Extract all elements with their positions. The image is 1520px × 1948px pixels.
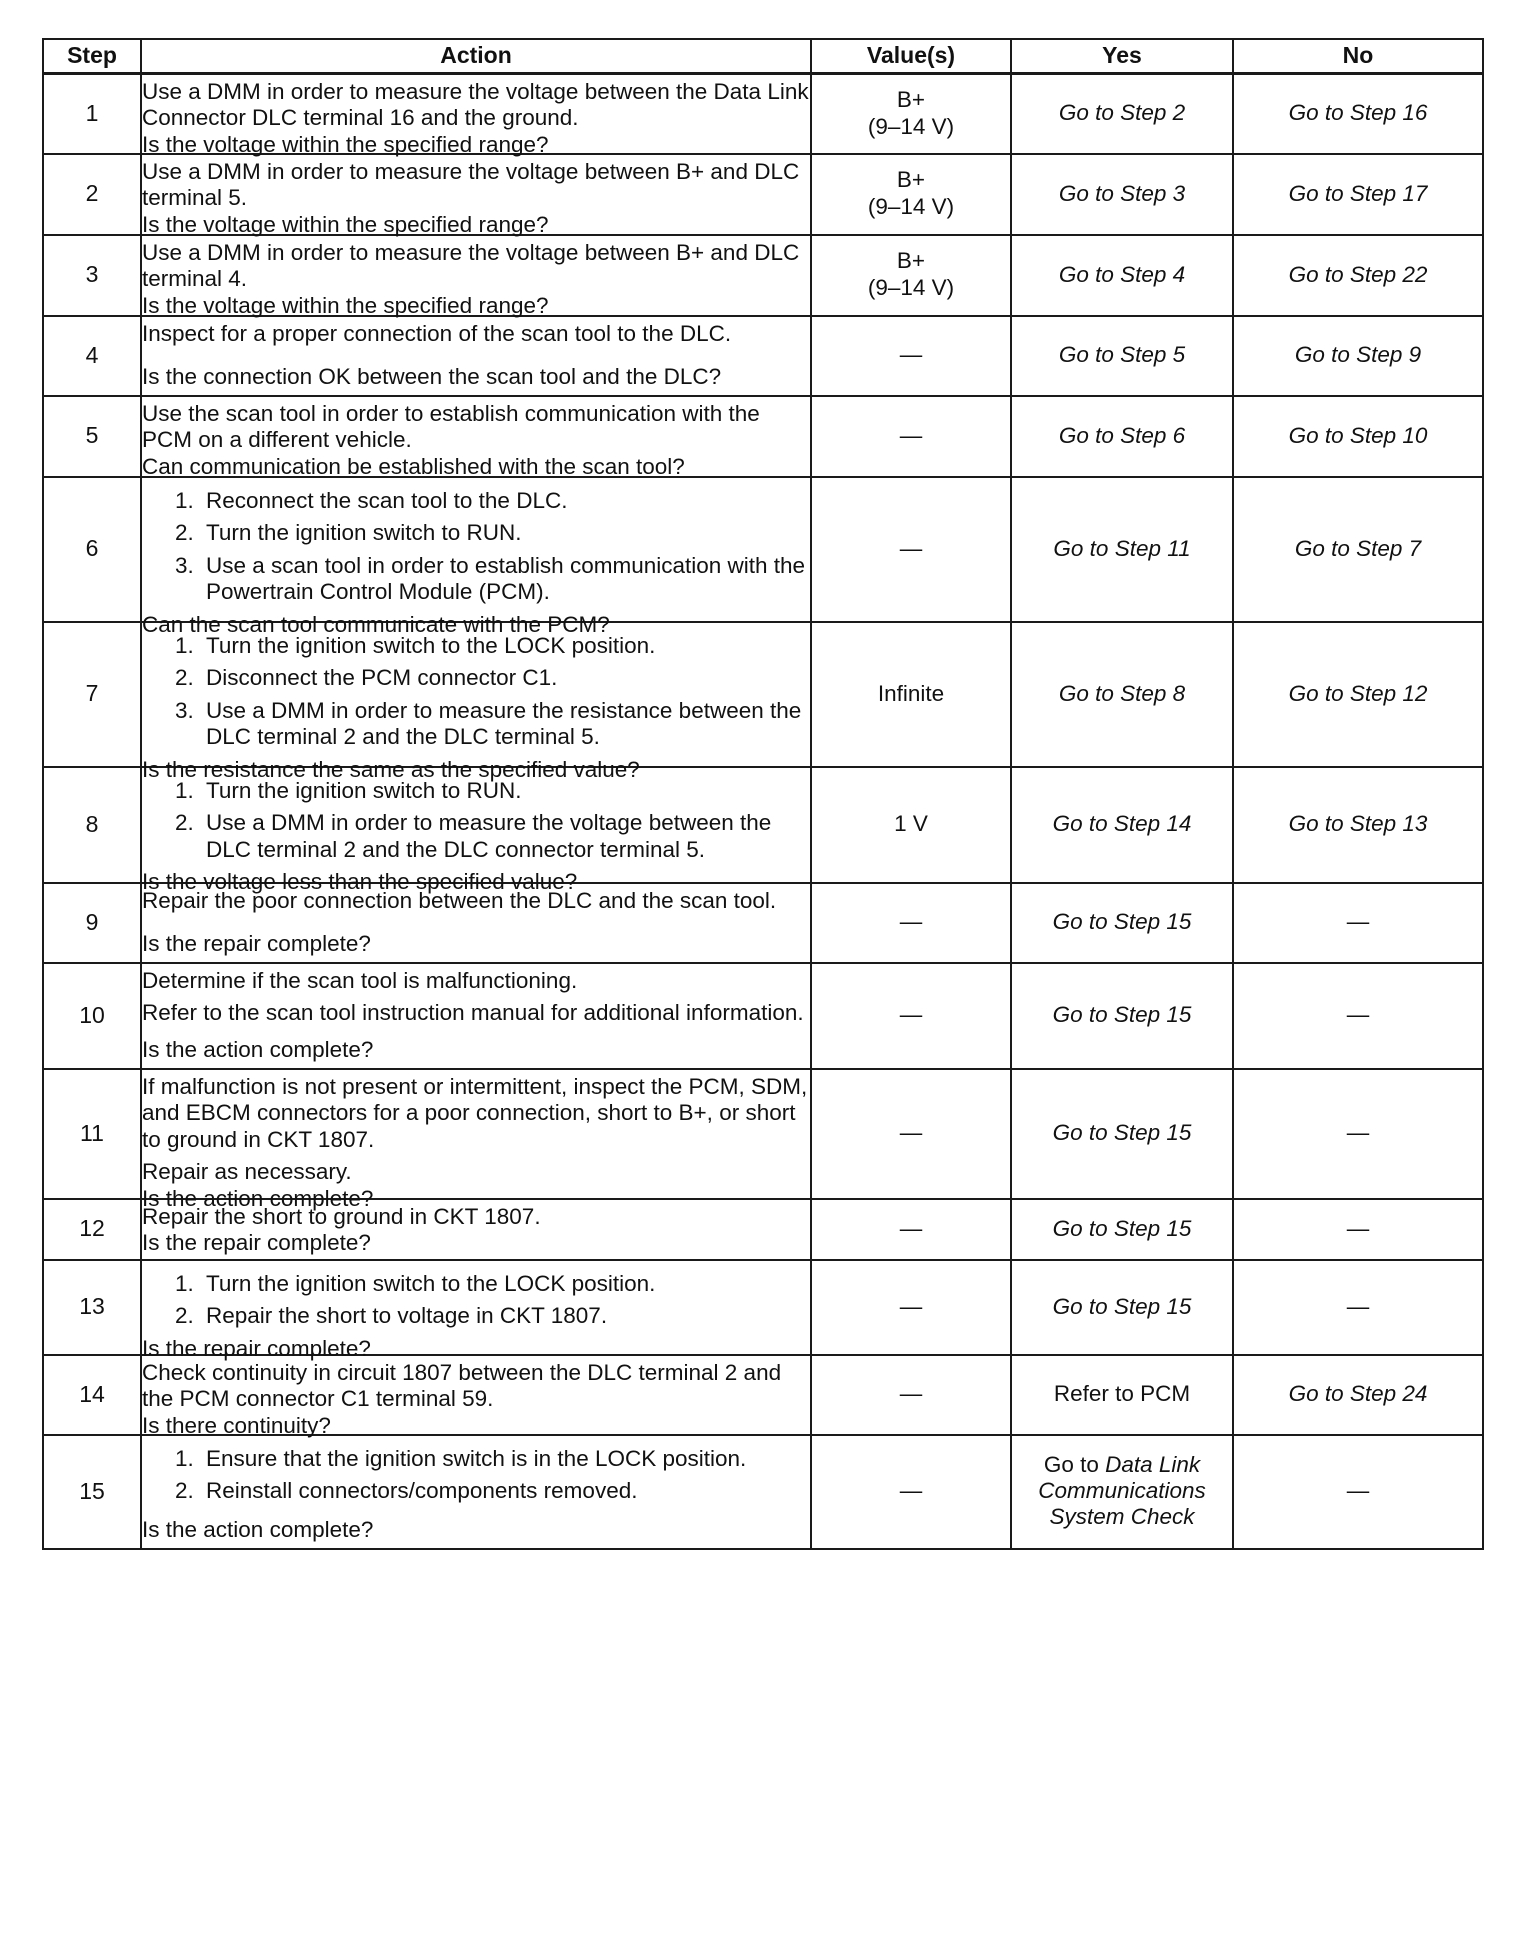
step-number: 14 — [43, 1355, 141, 1435]
yes-cell: Go to Step 15 — [1011, 963, 1233, 1069]
action-instructions — [142, 321, 810, 348]
yes-cell: Go to Step 3 — [1011, 154, 1233, 235]
action-paragraph: Check continuity in circuit 1807 between the DLC terminal 2 and the PCM connector C1 terminal 59. — [142, 1359, 782, 1412]
action-paragraph: Use a DMM in order to measure the voltage between the Data Link Connector DLC terminal 16 and the ground. — [142, 78, 809, 131]
action-instructions — [142, 79, 810, 132]
action-question: Is the repair complete? — [142, 930, 371, 956]
table-row — [43, 1260, 1483, 1355]
action-cell — [141, 154, 811, 235]
action-paragraph: Repair the poor connection between the DLC and the scan tool. — [142, 887, 777, 913]
step-number: 11 — [43, 1069, 141, 1199]
action-question: Is the repair complete? — [142, 1230, 371, 1256]
step-number: 8 — [43, 767, 141, 883]
yes-cell: Go to Step 14 — [1011, 767, 1233, 883]
action-cell — [141, 316, 811, 396]
table-row — [43, 1435, 1483, 1549]
table-row — [43, 622, 1483, 767]
step-number: 4 — [43, 316, 141, 396]
table-row — [43, 1069, 1483, 1199]
table-row — [43, 767, 1483, 883]
step-number: 1 — [43, 74, 141, 154]
no-cell: Go to Step 22 — [1233, 235, 1483, 316]
step-number: 3 — [43, 235, 141, 316]
step-number: 6 — [43, 477, 141, 622]
table-row — [43, 396, 1483, 477]
step-number: 13 — [43, 1260, 141, 1355]
yes-cell: Go to Step 5 — [1011, 316, 1233, 396]
value-cell: — — [811, 963, 1011, 1069]
action-substeps — [142, 1271, 810, 1330]
action-instructions — [142, 159, 810, 212]
value-cell: — — [811, 1260, 1011, 1355]
action-substep: 1. Turn the ignition switch to RUN. — [200, 778, 810, 805]
action-cell — [141, 1260, 811, 1361]
yes-procedure-link: Data Link Communications System Check — [1038, 1452, 1206, 1530]
action-question: Is the action complete? — [142, 1185, 374, 1211]
action-instructions — [142, 1204, 810, 1231]
action-substep: 1. Reconnect the scan tool to the DLC. — [200, 488, 810, 515]
yes-cell — [1011, 1435, 1233, 1549]
value-cell: — — [811, 477, 1011, 622]
action-substep: 1. Turn the ignition switch to the LOCK position. — [200, 633, 810, 660]
action-question: Is the voltage within the specified range? — [142, 292, 549, 318]
action-substep: 2. Repair the short to voltage in CKT 1807. — [200, 1303, 810, 1330]
action-content — [142, 158, 810, 237]
action-substep: 3. Use a DMM in order to measure the resistance between the DLC terminal 2 and the DLC terminal 5. — [200, 698, 810, 751]
no-cell: Go to Step 10 — [1233, 396, 1483, 477]
action-cell — [141, 883, 811, 963]
action-instructions — [142, 240, 810, 293]
action-question: Can communication be established with the scan tool? — [142, 453, 685, 479]
yes-reference — [1012, 1452, 1232, 1530]
action-content — [142, 1440, 810, 1544]
header-action: Action — [141, 39, 811, 74]
value-cell: — — [811, 396, 1011, 477]
table-row — [43, 316, 1483, 396]
value-cell: Infinite — [811, 622, 1011, 767]
action-instructions — [142, 1440, 810, 1511]
action-question: Is the voltage less than the specified value? — [142, 869, 578, 895]
no-cell: — — [1233, 1069, 1483, 1199]
action-content — [142, 239, 810, 318]
yes-cell: Go to Step 6 — [1011, 396, 1233, 477]
action-cell — [141, 622, 811, 782]
diagnostic-table — [42, 38, 1484, 1550]
action-paragraph: Use a DMM in order to measure the voltage between B+ and DLC terminal 5. — [142, 158, 800, 211]
yes-prefix: Go to — [1043, 1452, 1099, 1478]
action-substep: 2. Use a DMM in order to measure the voltage between the DLC terminal 2 and the DLC connector terminal 5. — [200, 810, 810, 863]
value-cell: B+ (9–14 V) — [811, 235, 1011, 316]
action-content — [142, 772, 810, 895]
value-cell: — — [811, 1199, 1011, 1260]
action-content — [142, 627, 810, 782]
action-content — [142, 321, 810, 391]
value-cell: — — [811, 316, 1011, 396]
action-content — [142, 78, 810, 157]
table-row — [43, 477, 1483, 622]
yes-cell: Go to Step 15 — [1011, 883, 1233, 963]
action-paragraph: Inspect for a proper connection of the scan tool to the DLC. — [142, 320, 732, 346]
table-row — [43, 1199, 1483, 1260]
step-number: 10 — [43, 963, 141, 1069]
action-question: Is the action complete? — [142, 1516, 374, 1542]
no-cell: Go to Step 7 — [1233, 477, 1483, 622]
action-paragraph: Refer to the scan tool instruction manual for additional information. — [142, 1000, 804, 1026]
table-row — [43, 154, 1483, 235]
no-cell: — — [1233, 963, 1483, 1069]
yes-cell: Go to Step 15 — [1011, 1069, 1233, 1199]
step-number: 2 — [43, 154, 141, 235]
step-number: 5 — [43, 396, 141, 477]
no-cell: — — [1233, 1199, 1483, 1260]
action-question: Is the resistance the same as the specified value? — [142, 756, 640, 782]
step-number: 15 — [43, 1435, 141, 1549]
action-question: Is the action complete? — [142, 1036, 374, 1062]
action-cell — [141, 396, 811, 477]
action-substeps — [142, 488, 810, 606]
action-paragraph: Repair the short to ground in CKT 1807. — [142, 1203, 541, 1229]
action-paragraph: If malfunction is not present or intermittent, inspect the PCM, SDM, and EBCM connectors for a poor connection, short to B+, or short to ground in CKT 1807. — [142, 1073, 808, 1152]
value-cell: B+ (9–14 V) — [811, 154, 1011, 235]
action-cell — [141, 1069, 811, 1211]
yes-cell: Go to Step 8 — [1011, 622, 1233, 767]
step-number: 7 — [43, 622, 141, 767]
no-cell: Go to Step 12 — [1233, 622, 1483, 767]
action-substep: 1. Turn the ignition switch to the LOCK position. — [200, 1271, 810, 1298]
action-cell — [141, 477, 811, 637]
value-cell: — — [811, 1069, 1011, 1199]
action-substeps — [142, 1446, 810, 1505]
action-cell — [141, 1199, 811, 1260]
no-cell: — — [1233, 883, 1483, 963]
action-instructions — [142, 888, 810, 915]
step-number: 9 — [43, 883, 141, 963]
header-no: No — [1233, 39, 1483, 74]
action-substep: 2. Reinstall connectors/components removed. — [200, 1478, 810, 1505]
action-content — [142, 968, 810, 1064]
action-cell — [141, 767, 811, 895]
action-substeps — [142, 778, 810, 864]
action-instructions — [142, 627, 810, 757]
table-row — [43, 883, 1483, 963]
yes-cell: Go to Step 4 — [1011, 235, 1233, 316]
table-row — [43, 963, 1483, 1069]
action-question: Is the repair complete? — [142, 1335, 371, 1361]
table-row — [43, 74, 1483, 154]
no-cell: — — [1233, 1435, 1483, 1549]
yes-cell: Go to Step 11 — [1011, 477, 1233, 622]
no-cell: Go to Step 17 — [1233, 154, 1483, 235]
table-body — [43, 74, 1483, 1549]
action-content — [142, 482, 810, 637]
action-content — [142, 888, 810, 958]
action-paragraph: Use the scan tool in order to establish communication with the PCM on a different vehicle. — [142, 400, 760, 453]
no-cell: Go to Step 24 — [1233, 1355, 1483, 1435]
action-question: Is the voltage within the specified range? — [142, 131, 549, 157]
header-row — [43, 39, 1483, 74]
value-cell: 1 V — [811, 767, 1011, 883]
action-paragraph: Repair as necessary. — [142, 1159, 352, 1185]
action-substep: 2. Turn the ignition switch to RUN. — [200, 520, 810, 547]
yes-cell: Go to Step 15 — [1011, 1260, 1233, 1355]
step-number: 12 — [43, 1199, 141, 1260]
action-content — [142, 1265, 810, 1361]
action-paragraph: Use a DMM in order to measure the voltage between B+ and DLC terminal 4. — [142, 239, 800, 292]
action-content — [142, 1204, 810, 1255]
action-instructions — [142, 1265, 810, 1336]
table-row — [43, 1355, 1483, 1435]
action-question: Is the voltage within the specified range? — [142, 211, 549, 237]
action-substep: 2. Disconnect the PCM connector C1. — [200, 665, 810, 692]
value-cell: B+ (9–14 V) — [811, 74, 1011, 154]
table-row — [43, 235, 1483, 316]
no-cell: — — [1233, 1260, 1483, 1355]
action-cell — [141, 235, 811, 316]
action-substeps — [142, 633, 810, 751]
action-instructions — [142, 482, 810, 612]
action-instructions — [142, 772, 810, 870]
no-cell: Go to Step 13 — [1233, 767, 1483, 883]
yes-cell: Go to Step 15 — [1011, 1199, 1233, 1260]
value-cell: — — [811, 883, 1011, 963]
value-cell: — — [811, 1435, 1011, 1549]
action-cell — [141, 963, 811, 1069]
action-question: Is there continuity? — [142, 1412, 331, 1438]
action-cell — [141, 74, 811, 157]
header-yes: Yes — [1011, 39, 1233, 74]
action-content — [142, 400, 810, 479]
yes-cell: Refer to PCM — [1011, 1355, 1233, 1435]
action-instructions — [142, 1074, 810, 1186]
header-values: Value(s) — [811, 39, 1011, 74]
action-cell — [141, 1435, 811, 1549]
action-instructions — [142, 968, 810, 1027]
action-content — [142, 1073, 810, 1211]
action-substep: 1. Ensure that the ignition switch is in the LOCK position. — [200, 1446, 810, 1473]
no-cell: Go to Step 16 — [1233, 74, 1483, 154]
action-paragraph: Determine if the scan tool is malfunctioning. — [142, 967, 578, 993]
value-cell: — — [811, 1355, 1011, 1435]
action-question: Is the connection OK between the scan tool and the DLC? — [142, 363, 722, 389]
yes-cell: Go to Step 2 — [1011, 74, 1233, 154]
action-question: Can the scan tool communicate with the PCM? — [142, 611, 610, 637]
action-cell — [141, 1355, 811, 1438]
action-instructions — [142, 401, 810, 454]
action-content — [142, 1359, 810, 1438]
action-instructions — [142, 1360, 810, 1413]
action-substep: 3. Use a scan tool in order to establish communication with the Powertrain Control Module (PCM). — [200, 553, 810, 606]
no-cell: Go to Step 9 — [1233, 316, 1483, 396]
header-step: Step — [43, 39, 141, 74]
